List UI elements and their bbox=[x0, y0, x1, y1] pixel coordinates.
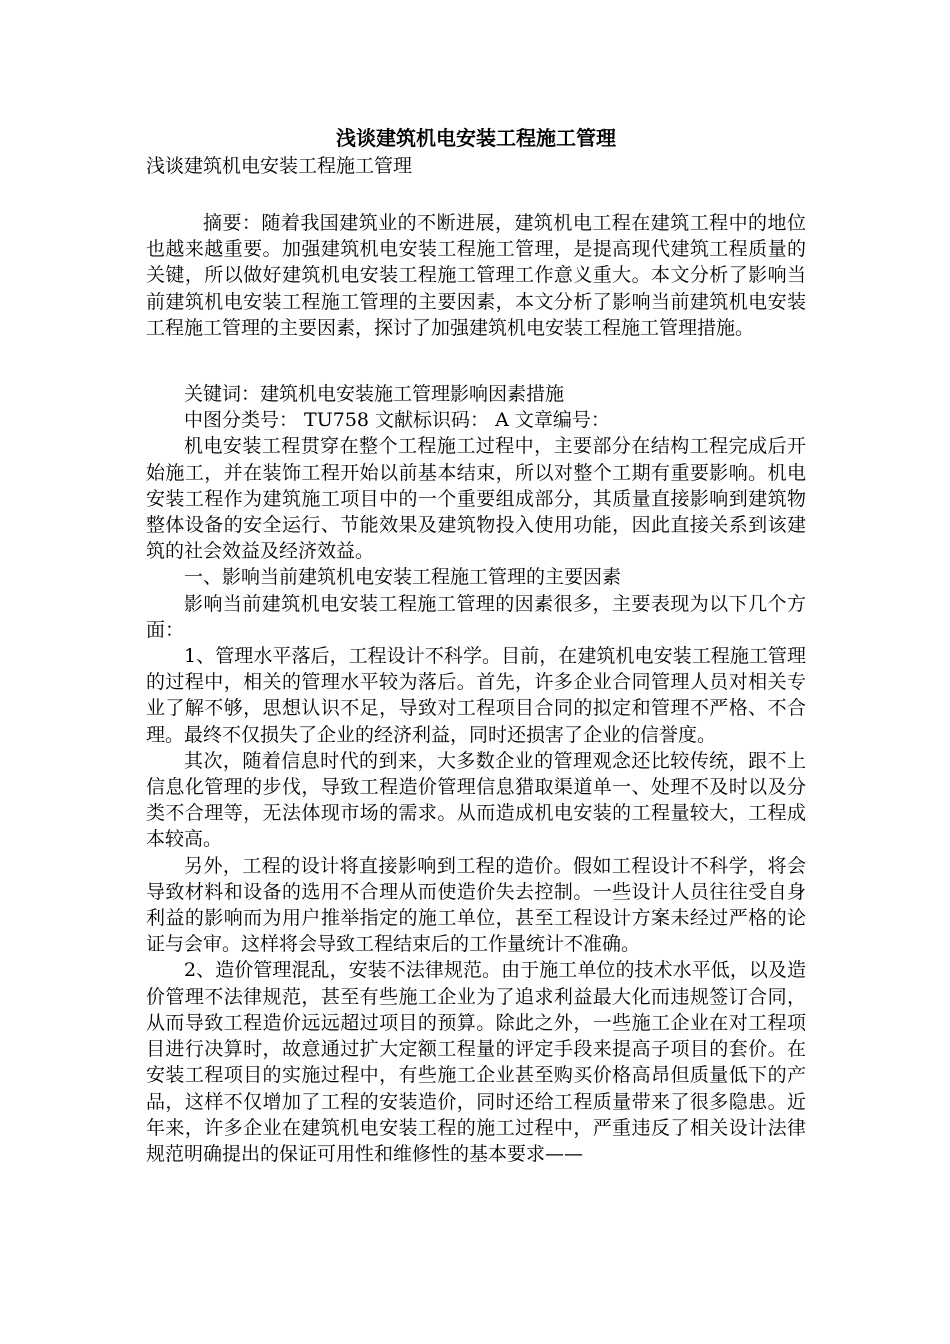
classification-line: 中图分类号： TU758 文献标识码： A 文章编号： bbox=[184, 409, 610, 432]
body-paragraph: 2、造价管理混乱，安装不法律规范。由于施工单位的技术水平低，以及造价管理不法律规范，甚至有些施工企业为了追求利益最大化而违规签订合同，从而导致工程造价远远超过项目的预算。除此之外，一些施工企业在对工程项目进行决算时，故意通过扩大定额工程量的评定手段来提高子项目的套价。在安装工程项目的实施过程中，有些施工企业甚至购买价格高昂但质量低下的产品，这样不仅增加了工程的安装造价，同时还给工程质量带来了很多隐患。近年来，许多企业在建筑机电安装工程的施工过程中，严重违反了相关设计法律规范明确提出的保证可用性和维修性的基本要求—— bbox=[146, 959, 806, 1165]
document-subtitle: 浅谈建筑机电安装工程施工管理 bbox=[146, 155, 413, 177]
body-paragraph: 影响当前建筑机电安装工程施工管理的因素很多，主要表现为以下几个方面： bbox=[146, 592, 806, 641]
abstract-paragraph: 摘要：随着我国建筑业的不断进展，建筑机电工程在建筑工程中的地位也越来越重要。加强建筑机电安装工程施工管理，是提高现代建筑工程质量的关键，所以做好建筑机电安装工程施工管理工作意义重大。本文分析了影响当前建筑机电安装工程施工管理的主要因素，本文分析了影响当前建筑机电安装工程施工管理的主要因素，探讨了加强建筑机电安装工程施工管理措施。 bbox=[146, 212, 806, 339]
document-body bbox=[146, 124, 806, 1167]
section-heading: 一、影响当前建筑机电安装工程施工管理的主要因素 bbox=[184, 566, 622, 589]
body-paragraph: 1、管理水平落后，工程设计不科学。目前，在建筑机电安装工程施工管理的过程中，相关的管理水平较为落后。首先，许多企业合同管理人员对相关专业了解不够，思想认识不足，导致对工程项目合同的拟定和管理不严格、不合理。最终不仅损失了企业的经济利益，同时还损害了企业的信誉度。 bbox=[146, 645, 806, 746]
body-paragraph: 另外，工程的设计将直接影响到工程的造价。假如工程设计不科学，将会导致材料和设备的选用不合理从而使造价失去控制。一些设计人员往往受自身利益的影响而为用户推举指定的施工单位，甚至工程设计方案未经过严格的论证与会审。这样将会导致工程结束后的工作量统计不准确。 bbox=[146, 854, 806, 956]
body-paragraph: 其次，随着信息时代的到来，大多数企业的管理观念还比较传统，跟不上信息化管理的步伐，导致工程造价管理信息猎取渠道单一、处理不及时以及分类不合理等，无法体现市场的需求。从而造成机电安装的工程量较大，工程成本较高。 bbox=[146, 749, 806, 851]
body-paragraph: 机电安装工程贯穿在整个工程施工过程中，主要部分在结构工程完成后开始施工，并在装饰工程开始以前基本结束，所以对整个工期有重要影响。机电安装工程作为建筑施工项目中的一个重要组成部分，其质量直接影响到建筑物整体设备的安全运行、节能效果及建筑物投入使用功能，因此直接关系到该建筑的社会效益及经济效益。 bbox=[146, 435, 806, 563]
keywords-line: 关键词：建筑机电安装施工管理影响因素措施 bbox=[184, 383, 565, 406]
document-title: 浅谈建筑机电安装工程施工管理 bbox=[336, 126, 616, 150]
